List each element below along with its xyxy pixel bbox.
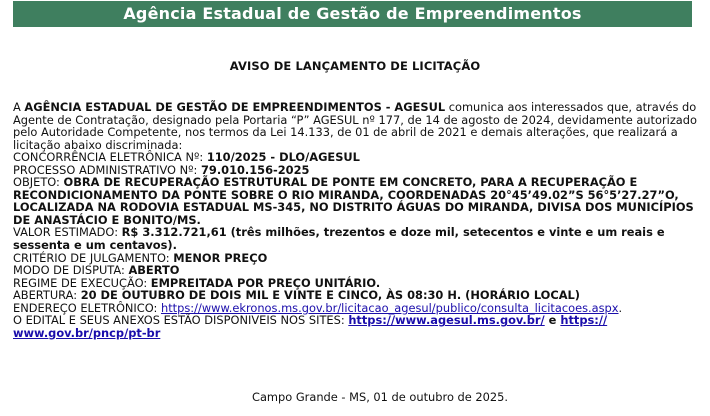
valor-value: R$ 3.312.721,61 (três milhões, trezentos e doze mil, setecentos e vinte e um reais e sessenta e um centavos). — [13, 225, 665, 253]
ekronos-link[interactable]: https://www.ekronos.ms.gov.br/licitacao_agesul/publico/consulta_licitacoes.aspx — [160, 300, 619, 315]
notice-body — [13, 101, 698, 339]
concorrencia-value: 110/2025 - DLO/AGESUL — [206, 150, 360, 165]
endereco-suffix: . — [618, 300, 623, 315]
intro-paragraph — [13, 101, 698, 151]
agency-header: Agência Estadual de Gestão de Empreendimentos — [13, 1, 692, 27]
agesul-site-link-text: https://www.agesul.ms.gov.br/ — [348, 313, 545, 328]
objeto-line — [13, 176, 698, 226]
criterio-value: MENOR PREÇO — [173, 250, 268, 265]
modo-label: MODO DE DISPUTA: — [13, 263, 129, 278]
valor-label: VALOR ESTIMADO: — [13, 225, 122, 240]
place-date: Campo Grande - MS, 01 de outubro de 2025. — [251, 390, 509, 404]
abertura-label: ABERTURA: — [13, 288, 81, 303]
processo-value: 79.010.156-2025 — [200, 162, 310, 177]
notice-title: AVISO DE LANÇAMENTO DE LICITAÇÃO — [229, 59, 481, 73]
endereco-label: ENDEREÇO ELETRÔNICO: — [13, 300, 161, 315]
objeto-label: OBJETO: — [13, 175, 64, 190]
criterio-label: CRITÉRIO DE JULGAMENTO: — [13, 250, 174, 265]
concorrencia-label: CONCORRÊNCIA ELETRÔNICA Nº: — [13, 150, 207, 165]
processo-label: PROCESSO ADMINISTRATIVO Nº: — [13, 162, 201, 177]
pncp-site-link-text: https:// www.gov.br/pncp/pt-br — [13, 313, 608, 340]
regime-value: EMPREITADA POR PREÇO UNITÁRIO. — [150, 275, 381, 290]
intro-prefix: A — [13, 100, 25, 114]
intro-text: comunica aos interessados que, através do Agente de Contratação, designado pela Portaria “P” AGESUL nº 177, de 14 de agosto de 2024, devidamente autorizado pelo Autoridade Competente, nos termos da Lei 14.133, de 01 de abril de 2021 e demais alterações, que realizará a licitação abaixo discriminada: — [13, 100, 697, 152]
valor-line — [13, 226, 698, 251]
abertura-value: 20 DE OUTUBRO DE DOIS MIL E VINTE E CINCO, ÀS 08:30 H. (HORÁRIO LOCAL) — [80, 288, 580, 303]
edital-line — [13, 314, 698, 339]
agesul-site-link[interactable] — [348, 313, 544, 327]
regime-label: REGIME DE EXECUÇÃO: — [13, 275, 151, 290]
objeto-value: OBRA DE RECUPERAÇÃO ESTRUTURAL DE PONTE EM CONCRETO, PARA A RECUPERAÇÃO E RECONDICIONAMENTO DA PONTE SOBRE O RIO MIRANDA, COORDENADAS 20°45’49.02”S 56°5’27.27”O, LOCALIZADA NA RODOVIA ESTADUAL MS-345, NO DISTRITO ÁGUAS DO MIRANDA, DIVISA DOS MUNICÍPIOS DE ANASTÁCIO E BONITO/MS. — [13, 175, 694, 227]
modo-value: ABERTO — [128, 263, 180, 278]
edital-and: e — [544, 313, 561, 328]
edital-text: O EDITAL E SEUS ANEXOS ESTÃO DISPONIVEIS NOS SITES: — [13, 313, 349, 328]
agency-name: AGÊNCIA ESTADUAL DE GESTÃO DE EMPREENDIMENTOS - AGESUL — [24, 100, 446, 114]
